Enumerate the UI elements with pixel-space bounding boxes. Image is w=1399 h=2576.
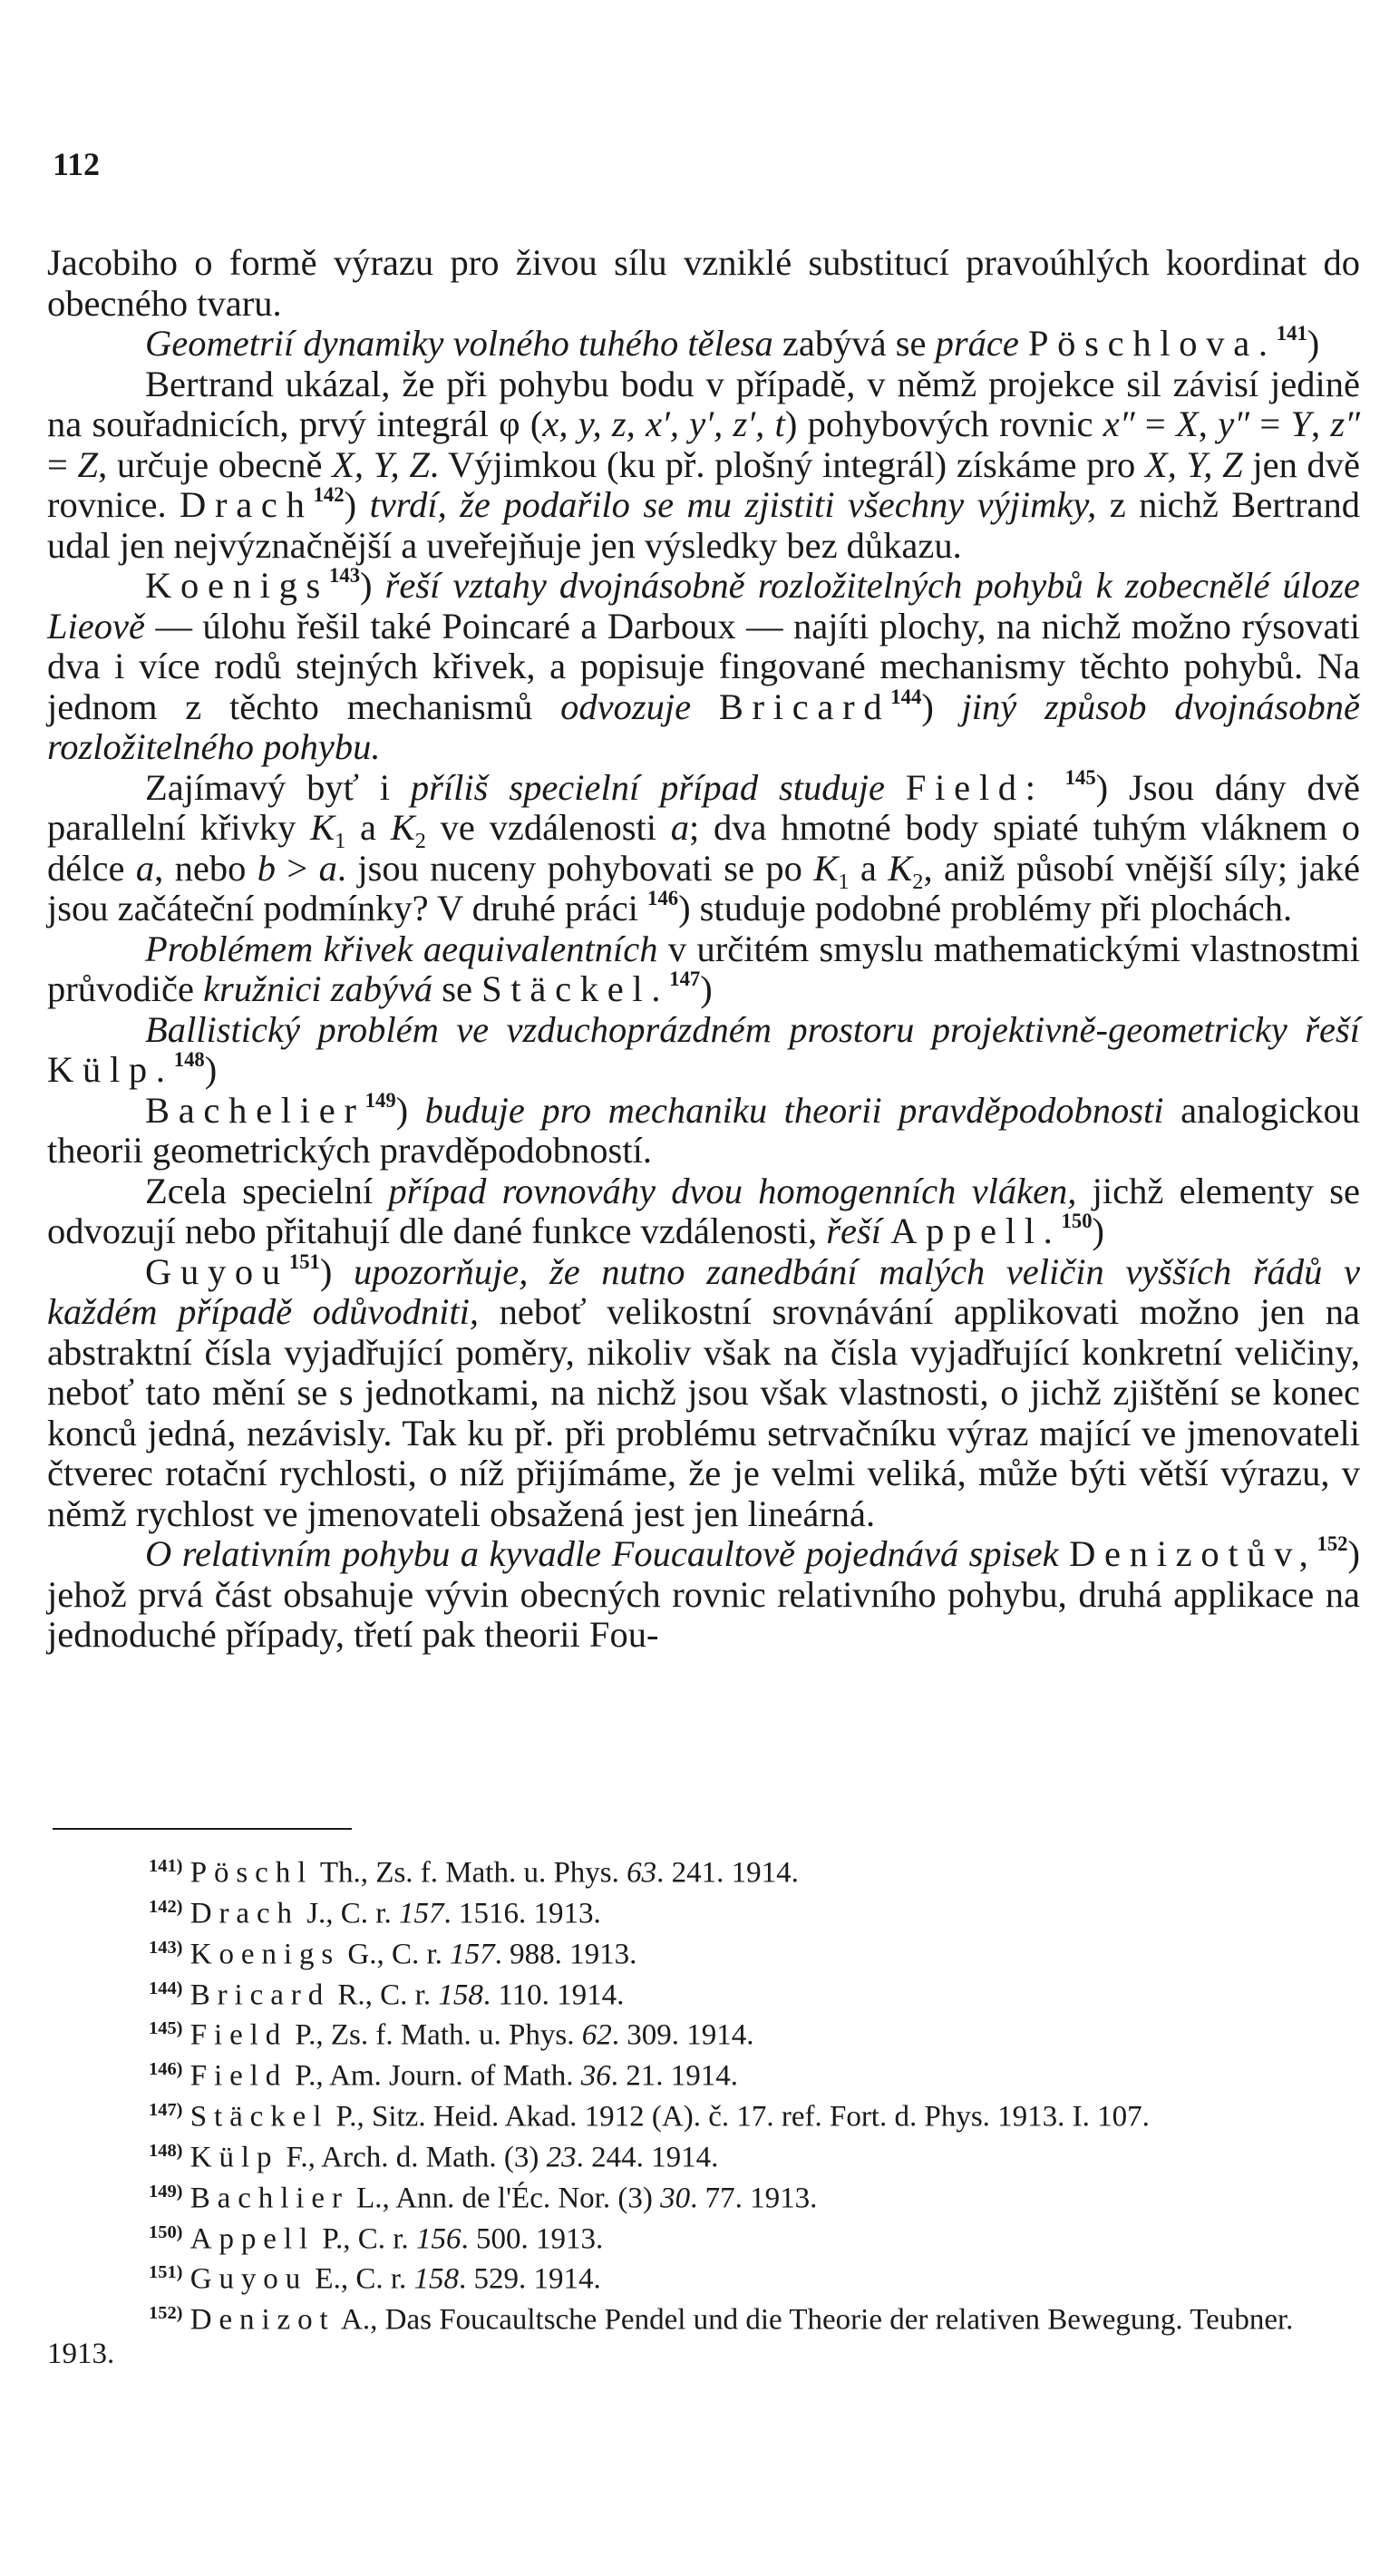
footnote-ref: 151 xyxy=(288,1249,320,1273)
footnote xyxy=(47,1891,1360,1931)
text-run: Zajímavý byť i xyxy=(145,766,411,808)
author-name: Guyou xyxy=(189,2262,308,2296)
footnote xyxy=(47,2256,1360,2297)
italic-text: 36 xyxy=(580,2059,611,2093)
footnote-ref: 146 xyxy=(647,887,679,909)
author-name: Guyou xyxy=(145,1250,289,1292)
italic-text: x, y, z, x′, y′, z′, t xyxy=(542,403,785,444)
text-run: , určuje obecně xyxy=(98,443,333,485)
text-run: — úlohu řešil také Poincaré a Darboux — najíti plochy, na nichž možno rýsovati dva i více rodů stejných křivek, a popisuje fingované mechanismy těchto pohybů. Na jednom z těchto mechanismů xyxy=(47,605,1360,727)
author-name: Külp. xyxy=(47,1049,174,1090)
text-run: neboť velikostní srovnávání applikovati možno jen na abstraktní čísla vyjadřující poměry, nikoliv však na čísla vyjadřující konkretní veličiny, neboť tato mění se s jednotkami, na nichž jsou však vlastnosti, o jichž zjištění se konec konců jedná, nezávisly. Tak ku př. při problému setrvačníku výraz mající ve jmenovateli čtverec rotační rychlosti, o níž přijímáme, že je velmi veliká, může býti větší výrazu, v němž rychlost ve jmenovateli obsažená jest jen lineárná. xyxy=(47,1291,1360,1534)
page-number: 112 xyxy=(53,146,101,182)
text-run: Jacobiho o formě výrazu pro živou sílu vzniklé substitucí pravoúhlých koordinat do obecného tvaru. xyxy=(47,242,1360,324)
footnote-number: 142) xyxy=(149,1896,183,1917)
author-name: Bricard xyxy=(189,1978,331,2011)
footnote-number: 152) xyxy=(149,2303,183,2324)
italic-text: buduje pro mechaniku theorii pravděpodobnosti xyxy=(424,1089,1164,1131)
paragraph-p7 xyxy=(47,1010,1360,1091)
italic-text: Z xyxy=(77,443,99,485)
author-name: Bricard xyxy=(718,685,891,727)
text-run: ) xyxy=(204,1049,218,1090)
text-run: P., Zs. f. Math. u. Phys. xyxy=(287,2018,582,2052)
text-run: P., Am. Journ. of Math. xyxy=(287,2059,581,2093)
footnote-ref: 141 xyxy=(1276,322,1307,345)
footnote-ref: 148 xyxy=(173,1048,205,1071)
text-run: ) jehož prvá část obsahuje vývin obecných rovnic relativního pohybu, druhá applikace na jednoduché případy, třetí pak theorii Fou- xyxy=(47,1533,1360,1655)
text-run: a xyxy=(849,847,889,889)
italic-text: jiný způsob dvojnásobně rozložitelného pohybu. xyxy=(47,685,1361,767)
text-run: ) xyxy=(395,1089,425,1131)
paragraph-p6 xyxy=(47,929,1360,1010)
author-name: Drach xyxy=(180,484,314,525)
footnote-ref: 145 xyxy=(1064,765,1096,789)
text-run: jichž elementy se odvozují nebo přitahují dle dané funkce vzdálenosti, xyxy=(47,1170,1360,1251)
author-name: Pöschl xyxy=(189,1856,314,1890)
italic-text: z″ xyxy=(1330,403,1361,444)
text-run xyxy=(1044,767,1065,808)
italic-text: 156 xyxy=(415,2221,461,2255)
paragraph-p11 xyxy=(47,1534,1360,1656)
author-name: Field xyxy=(189,2018,288,2052)
paragraph-p2 xyxy=(47,324,1360,365)
italic-text: kružnici zabývá xyxy=(203,968,433,1009)
footnote-ref: 142 xyxy=(313,483,345,506)
text-run: E., C. r. xyxy=(307,2262,414,2296)
text-run: A., Das Foucaultsche Pendel und die Theorie der relativen Bewegung. Teubner. 1913. xyxy=(47,2303,1294,2371)
text-run: > xyxy=(275,847,319,889)
italic-text: O relativním pohybu a kyvadle Foucaultově pojednává spisek xyxy=(145,1533,1059,1574)
author-name: Drach xyxy=(189,1897,299,1930)
text-run xyxy=(1019,323,1028,364)
text-run: . 21. 1914. xyxy=(610,2059,739,2093)
footnote xyxy=(47,1931,1360,1972)
author-name: Stäckel xyxy=(189,2100,329,2134)
footnote-number: 151) xyxy=(149,2262,183,2283)
text-run: . 529. 1914. xyxy=(459,2262,601,2296)
paragraph-p4 xyxy=(47,566,1360,768)
italic-text: řeší vztahy dvojnásobně rozložitelných pohybů k zobecnělé úloze Lieově xyxy=(47,565,1360,646)
text-run: . 241. 1914. xyxy=(656,1856,799,1890)
footnote xyxy=(47,2094,1360,2134)
text-run xyxy=(1059,1533,1069,1574)
italic-text: Geometrií dynamiky volného tuhého tělesa xyxy=(145,323,773,364)
text-run: , aniž působí vnější síly; jaké jsou začáteční podmínky? V druhé práci xyxy=(47,847,1360,928)
paragraph-p3 xyxy=(47,365,1360,567)
italic-text: K xyxy=(390,807,415,848)
footnote xyxy=(47,1850,1360,1891)
author-name: Pöschlova. xyxy=(1027,323,1277,364)
text-run: jen dvě rovnice. xyxy=(47,443,1360,525)
italic-text: tvrdí, že podařilo se mu zjistiti všechny výjimky, xyxy=(369,484,1097,525)
text-run: zabývá se xyxy=(772,323,936,364)
footnote-ref: 152 xyxy=(1316,1532,1348,1555)
text-run: se xyxy=(432,968,482,1009)
footnote-number: 141) xyxy=(149,1856,183,1876)
italic-text: K xyxy=(813,847,839,889)
text-run xyxy=(881,1210,890,1251)
text-run: ) studuje podobné problémy při plochách. xyxy=(678,888,1293,928)
italic-text: 157 xyxy=(398,1897,444,1930)
italic-text: a xyxy=(135,847,155,889)
text-run: v určitém smyslu mathematickými vlastnostmi průvodiče xyxy=(47,928,1360,1009)
text-run: ) xyxy=(344,484,370,525)
footnote xyxy=(47,2175,1360,2216)
text-run: , xyxy=(1310,403,1331,444)
text-run: R., C. r. xyxy=(330,1978,439,2011)
text-run xyxy=(691,686,719,727)
author-name: Külp xyxy=(189,2141,279,2174)
text-run: = xyxy=(47,443,78,485)
text-run: G., C. r. xyxy=(340,1937,451,1970)
italic-text: K xyxy=(310,807,335,848)
text-run: J., C. r. xyxy=(298,1897,399,1930)
footnote-ref: 150 xyxy=(1061,1210,1093,1232)
italic-text: a xyxy=(670,807,690,848)
author-name: Koenigs xyxy=(189,1937,341,1970)
footnote xyxy=(47,2134,1360,2175)
text-run xyxy=(885,767,906,808)
italic-text: x″ xyxy=(1103,403,1135,444)
footnote-number: 144) xyxy=(149,1978,183,1998)
italic-text: Ballistický problém ve vzduchoprázdném prostoru projektivně-geometricky řeší xyxy=(145,1008,1360,1050)
italic-text: upozorňuje, že nutno zanedbání malých veličin vyšších řádů v každém případě odůvodniti, xyxy=(47,1250,1360,1332)
text-run: L., Ann. de l'Éc. Nor. (3) xyxy=(348,2182,661,2214)
italic-text: 63 xyxy=(627,1856,657,1890)
italic-text: 30 xyxy=(660,2182,691,2214)
text-run: analogickou theorii geometrických pravděpodobností. xyxy=(47,1089,1360,1171)
text-run: ) xyxy=(1092,1210,1105,1251)
text-run: Bertrand ukázal, že při pohybu bodu v případě, v němž projekce sil závisí jedině na souřadnicích, prvý integrál φ ( xyxy=(47,363,1360,444)
footnote-number: 146) xyxy=(149,2059,183,2080)
italic-text: 23 xyxy=(546,2141,577,2174)
text-run: ) pohybových rovnic xyxy=(784,403,1103,444)
footnote-divider xyxy=(53,1828,352,1830)
subscript: 2 xyxy=(912,869,924,894)
author-name: Koenigs xyxy=(145,565,330,606)
italic-text: a xyxy=(318,847,337,889)
italic-text: Y xyxy=(1290,403,1311,444)
footnote xyxy=(47,2297,1360,2371)
text-run: P., C. r. xyxy=(315,2221,416,2255)
italic-text: y″ xyxy=(1218,403,1250,444)
text-run: a xyxy=(345,807,391,848)
italic-text: práce xyxy=(935,323,1019,364)
italic-text: X xyxy=(1176,403,1199,444)
author-name: Field xyxy=(189,2059,288,2093)
italic-text: řeší xyxy=(826,1210,881,1251)
italic-text: příliš specielní případ studuje xyxy=(410,766,886,808)
text-run: F., Arch. d. Math. (3) xyxy=(278,2141,547,2174)
author-name: Appell xyxy=(189,2221,316,2255)
author-name: Bachlier xyxy=(189,2182,349,2214)
text-run: . 1516. 1913. xyxy=(443,1897,601,1930)
text-run: . 244. 1914. xyxy=(576,2141,719,2174)
text-run: . 309. 1914. xyxy=(611,2018,754,2052)
text-run: P., Sitz. Heid. Akad. 1912 (A). č. 17. ref. Fort. d. Phys. 1913. I. 107. xyxy=(328,2100,1150,2134)
author-name: Field: xyxy=(905,766,1044,808)
text-run: . jsou nuceny pohybovati se po xyxy=(336,847,814,889)
text-run: ) Jsou dány dvě parallelní křivky xyxy=(47,766,1361,848)
text-run: . 110. 1914. xyxy=(482,1978,625,2011)
paragraph-p10 xyxy=(47,1249,1360,1535)
body-text xyxy=(47,243,1360,1656)
text-run: ; dva hmotné body spiaté tuhým vláknem o délce xyxy=(47,807,1360,889)
author-name: Stäckel. xyxy=(481,968,670,1009)
subscript: 1 xyxy=(335,829,346,854)
paragraph-p9 xyxy=(47,1171,1360,1252)
footnote-number: 147) xyxy=(149,2100,183,2121)
footnote-ref: 149 xyxy=(364,1088,396,1112)
footnote-ref: 144 xyxy=(890,685,922,708)
footnote xyxy=(47,2012,1360,2053)
paragraph-p8 xyxy=(47,1088,1360,1171)
italic-text: X, Y, Z xyxy=(332,443,430,485)
italic-text: 158 xyxy=(413,2262,459,2296)
italic-text: případ rovnováhy dvou homogenních vláken, xyxy=(388,1170,1077,1211)
paragraph-p5 xyxy=(47,765,1361,929)
text-run: Th., Zs. f. Math. u. Phys. xyxy=(313,1856,627,1890)
text-run: , nebo xyxy=(154,847,257,889)
italic-text: Problémem křivek aequivalentních xyxy=(145,928,658,969)
italic-text: odvozuje xyxy=(560,685,692,727)
italic-text: X, Y, Z xyxy=(1144,443,1243,485)
text-run: ve vzdálenosti xyxy=(425,807,671,848)
paragraph-p1 xyxy=(47,243,1360,324)
footnote-number: 145) xyxy=(149,2018,183,2039)
author-name: Denizotův, xyxy=(1069,1533,1317,1574)
italic-text: 158 xyxy=(438,1978,483,2011)
footnote-number: 150) xyxy=(149,2221,183,2242)
text-run: ) xyxy=(319,1250,354,1292)
text-run: , xyxy=(1198,403,1219,444)
footnote-number: 149) xyxy=(149,2181,183,2202)
footnote xyxy=(47,1972,1360,2013)
footnotes xyxy=(47,1850,1360,2372)
text-run: = xyxy=(1134,403,1177,444)
text-run: . 988. 1913. xyxy=(494,1937,637,1970)
footnote xyxy=(47,2216,1360,2257)
footnote xyxy=(47,2053,1360,2094)
footnote-ref: 147 xyxy=(669,967,701,990)
text-run: . 77. 1913. xyxy=(690,2182,818,2214)
subscript: 2 xyxy=(414,829,426,854)
footnote-number: 148) xyxy=(149,2140,183,2161)
text-run: z nichž Bertrand udal jen nejvýznačnější a uveřejňuje jen výsledky bez důkazu. xyxy=(47,484,1360,566)
footnote-number: 143) xyxy=(149,1937,183,1958)
italic-text: 157 xyxy=(450,1937,495,1970)
text-run: . 500. 1913. xyxy=(461,2221,604,2255)
text-run: ) xyxy=(360,565,385,606)
text-run: = xyxy=(1249,403,1291,444)
author-name: Denizot xyxy=(189,2303,335,2337)
text-run: Zcela specielní xyxy=(145,1170,389,1211)
italic-text: 62 xyxy=(581,2018,612,2052)
text-run: ) xyxy=(921,685,962,727)
author-name: Appell. xyxy=(890,1210,1062,1251)
author-name: Bachelier xyxy=(145,1089,365,1131)
footnote-ref: 143 xyxy=(329,564,361,587)
text-run: ) xyxy=(1307,323,1320,364)
text-run: ) xyxy=(700,968,713,1009)
italic-text: K xyxy=(888,847,913,889)
italic-text: b xyxy=(257,847,276,889)
subscript: 1 xyxy=(838,869,850,894)
text-run: . Výjimkou (ku př. plošný integrál) získáme pro xyxy=(429,443,1145,485)
